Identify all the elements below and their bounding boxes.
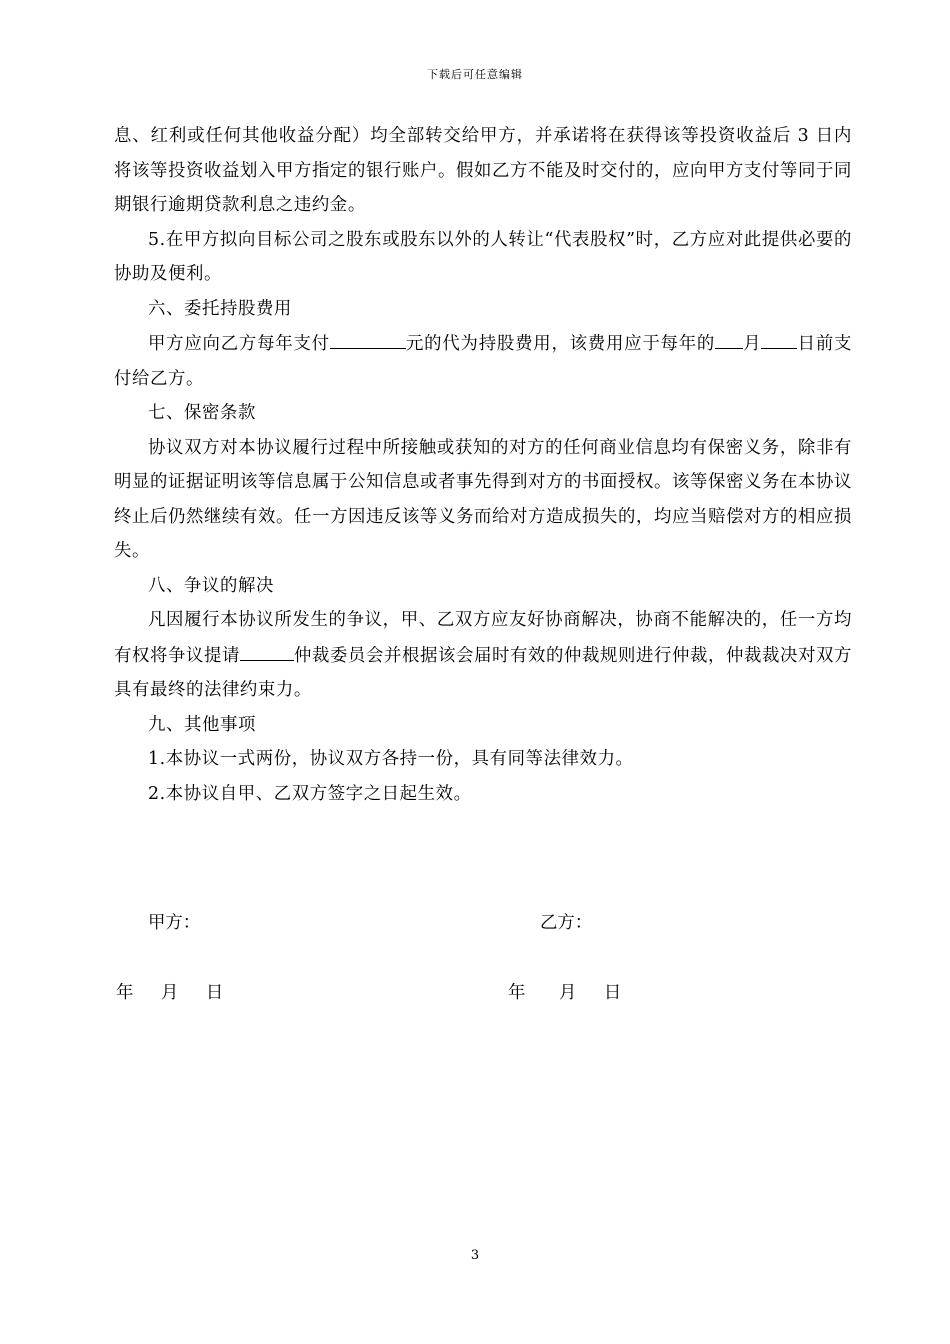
paragraph-copies: 1.本协议一式两份，协议双方各持一份，具有同等法律效力。 [148, 749, 634, 769]
party-b-day: 日 [603, 983, 622, 1003]
document-body [114, 119, 852, 811]
paragraph-transfer-assistance: 5.在甲方拟向目标公司之股东或股东以外的人转让“代表股权”时，乙方应对此提供必要的协助及便利。 [114, 229, 852, 284]
section-heading-fees: 六、委托持股费用 [148, 298, 292, 319]
paragraph-dispute [114, 603, 852, 708]
party-b-signature-label: 乙方： [540, 913, 593, 933]
fee-month-blank[interactable] [715, 326, 743, 349]
paragraph-fees [114, 326, 852, 396]
arbitration-body-blank[interactable] [240, 638, 294, 661]
party-a-date [116, 978, 223, 1003]
page-number: 3 [470, 1248, 480, 1263]
paragraph-effective: 2.本协议自甲、乙双方签字之日起生效。 [148, 783, 472, 804]
header-note: 下载后可任意编辑 [427, 68, 523, 81]
paragraph-returns-transfer: 息、红利或任何其他收益分配）均全部转交给甲方，并承诺将在获得该等投资收益后 3 日内将该等投资收益划入甲方指定的银行账户。假如乙方不能及时交付的，应向甲方支付等同于同期银行逾期贷款利息之违约金。 [114, 126, 852, 215]
party-a-signature-label: 甲方： [148, 913, 201, 933]
section-heading-dispute: 八、争议的解决 [148, 575, 274, 596]
dispute-text-end: 仲裁委员会并根据该会届时有效的仲裁规则进行仲裁，仲裁裁决对双方具有最终的法律约束力。 [114, 645, 852, 700]
party-a-year: 年 [116, 983, 134, 1003]
fees-text-start: 甲方应向乙方每年支付 [148, 334, 330, 354]
paragraph-confidentiality: 协议双方对本协议履行过程中所接触或获知的对方的任何商业信息均有保密义务，除非有明显的证据证明该等信息属于公知信息或者事先得到对方的书面授权。该等保密义务在本协议终止后仍然继续有效。任一方因违反该等义务而给对方造成损失的，均应当赔偿对方的相应损失。 [114, 437, 852, 561]
section-heading-misc: 九、其他事项 [148, 714, 256, 735]
party-b-month: 月 [558, 983, 577, 1003]
party-b-year: 年 [508, 983, 526, 1003]
party-a-day: 日 [205, 983, 224, 1003]
dispute-text-start: 凡因履行本协议所发生的争议，甲、乙双方应友好协商解决，协商不能解决的，任一方均有权将争议提请 [114, 610, 852, 666]
fee-day-blank[interactable] [761, 326, 797, 349]
section-heading-confidentiality: 七、保密条款 [148, 403, 256, 423]
fees-text-month: 月 [743, 334, 762, 354]
party-a-month: 月 [160, 983, 179, 1003]
party-b-date [508, 978, 621, 1003]
fee-amount-blank[interactable] [330, 326, 406, 349]
fees-text-end: 日前支付给乙方。 [114, 334, 852, 389]
fees-text-mid: 元的代为持股费用，该费用应于每年的 [405, 334, 716, 354]
